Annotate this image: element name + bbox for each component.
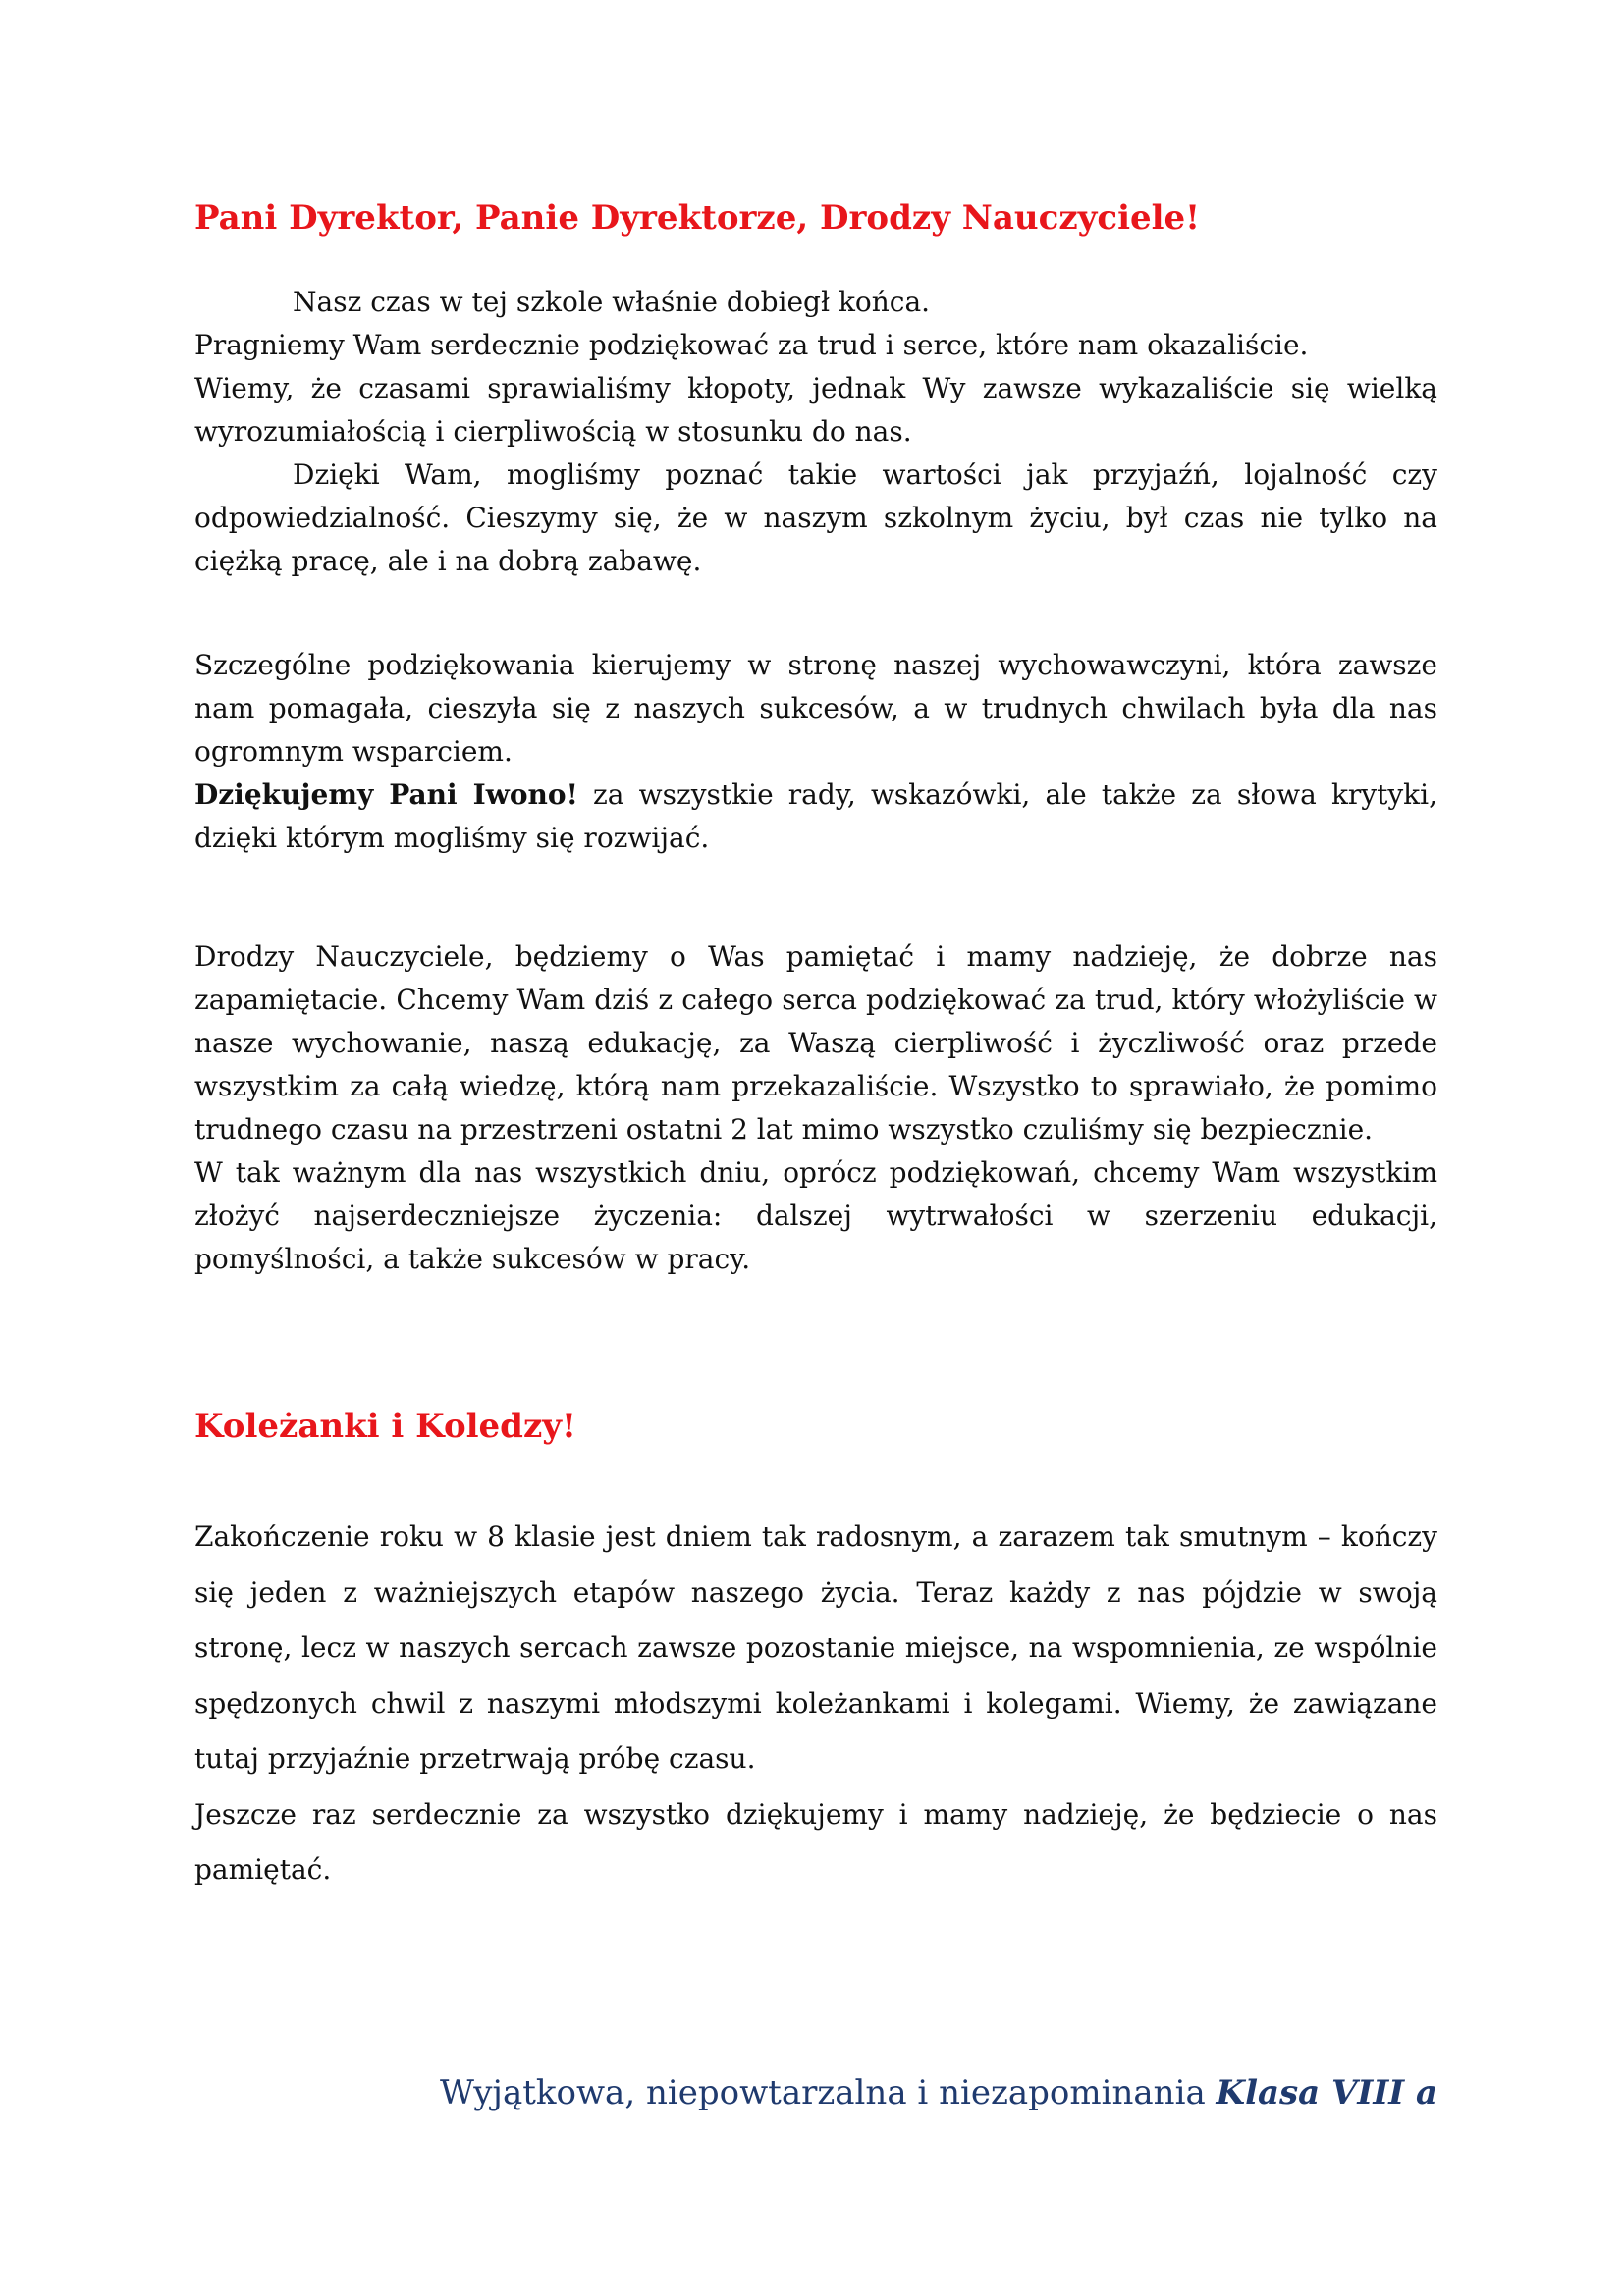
thank-iwona-rest: za wszystkie rady, wskazówki, ale także za słowa krytyki, dzięki którym mogliśmy się rozwijać. xyxy=(194,778,1438,854)
section-teachers xyxy=(194,935,1437,1281)
paragraph-final-thanks: Jeszcze raz serdecznie za wszystko dziękujemy i mamy nadzieję, że będziecie o nas pamiętać. xyxy=(194,1797,1437,1886)
signature-text: Wyjątkowa, niepowtarzalna i niezapominania xyxy=(440,2073,1217,2112)
signature-line xyxy=(440,2070,1437,2115)
section-homeroom-teacher xyxy=(194,644,1437,860)
paragraph-trouble: Wiemy, że czasami sprawialiśmy kłopoty, jednak Wy zawsze wykazaliście się wielką wyrozumiałością i cierpliwością w stosunku do nas. xyxy=(194,372,1437,448)
paragraph-remember: Drodzy Nauczyciele, będziemy o Was pamiętać i mamy nadzieję, że dobrze nas zapamiętacie. Chcemy Wam dziś z całego serca podziękować za trud, który włożyliście w nasze wychowanie, naszą edukację, za Waszą cierpliwość i życzliwość oraz przede wszystkim za całą wiedzę, którą nam przekazaliście. Wszystko to sprawiało, że pomimo trudnego czasu na przestrzeni ostatni 2 lat mimo wszystko czuliśmy się bezpiecznie. xyxy=(194,940,1437,1146)
section-staff-thanks xyxy=(194,281,1437,583)
heading-staff-greeting: Pani Dyrektor, Panie Dyrektorze, Drodzy Nauczyciele! xyxy=(194,198,1201,238)
section-classmates xyxy=(194,1510,1437,1898)
paragraph-wishes: W tak ważnym dla nas wszystkich dniu, oprócz podziękowań, chcemy Wam wszystkim złożyć najserdeczniejsze życzenia: dalszej wytrwałości w szerzeniu edukacji, pomyślności, a także sukcesów w pracy. xyxy=(194,1156,1437,1275)
paragraph-thank-you: Pragniemy Wam serdecznie podziękować za trud i serce, które nam okazaliście. xyxy=(194,329,1309,361)
paragraph-homeroom-thanks: Szczególne podziękowania kierujemy w stronę naszej wychowawczyni, która zawsze nam pomagała, cieszyła się z naszych sukcesów, a w trudnych chwilach była dla nas ogromnym wsparciem. xyxy=(194,649,1437,768)
paragraph-end-of-year: Zakończenie roku w 8 klasie jest dniem tak radosnym, a zarazem tak smutnym – kończy się jeden z ważniejszych etapów naszego życia. Teraz każdy z nas pójdzie w swoją stronę, lecz w naszych sercach zawsze pozostanie miejsce, na wspomnienia, ze wspólnie spędzonych chwil z naszymi młodszymi koleżankami i kolegami. Wiemy, że zawiązane tutaj przyjaźnie przetrwają próbę czasu. xyxy=(194,1521,1437,1775)
signature-class: Klasa VIII a xyxy=(1216,2073,1437,2112)
paragraph-time-ended: Nasz czas w tej szkole właśnie dobiegł końca. xyxy=(293,286,931,318)
heading-classmates: Koleżanki i Koledzy! xyxy=(194,1407,576,1446)
paragraph-values: Dzięki Wam, mogliśmy poznać takie wartości jak przyjaźń, lojalność czy odpowiedzialność. Cieszymy się, że w naszym szkolnym życiu, był czas nie tylko na ciężką pracę, ale i na dobrą zabawę. xyxy=(194,458,1437,577)
paragraph-thank-iwona xyxy=(194,774,1437,860)
thank-iwona-bold: Dziękujemy Pani Iwono! xyxy=(194,778,578,811)
